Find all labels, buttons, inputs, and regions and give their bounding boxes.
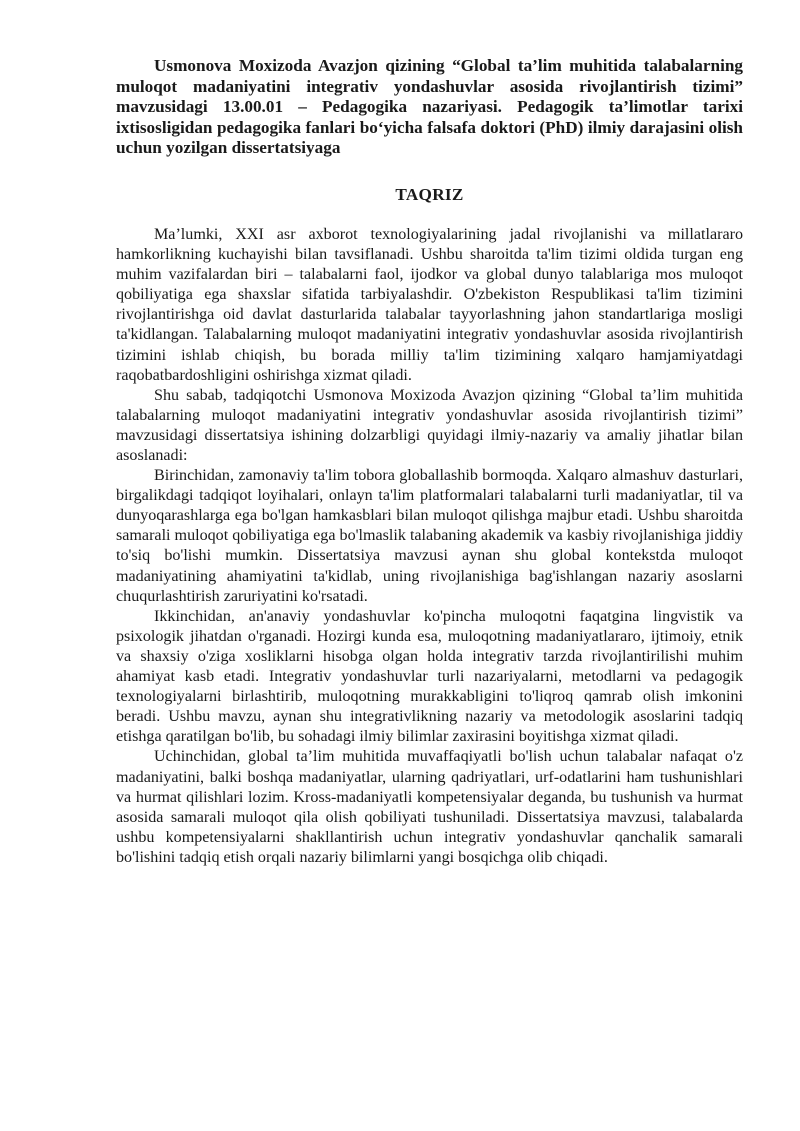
document-title: TAQRIZ	[395, 184, 464, 204]
paragraph-second: Ikkinchidan, an'anaviy yondashuvlar ko'pincha muloqotni faqatgina lingvistik va psixologik jihatdan o'rganadi. Hozirgi kunda esa, muloqotning madaniyatlararo, ijtimoiy, etnik va shaxsiy o'ziga xosliklarni hisobga olgan holda integrativ tarzda rivojlantirilishi muhim ahamiyat kasb etadi. Integrativ yondashuvlar turli nazariyalarni, metodlarni va pedagogik texnologiyalarni birlashtirib, muloqotning murakkabligini to'liqroq qamrab olish imkonini beradi. Ushbu mavzu, aynan shu integrativlikning nazariy va metodologik asoslarini tadqiq etishga qaratilgan bo'lib, bu sohadagi ilmiy bilimlar zaxirasini boyitishga xizmat qiladi.	[116, 607, 743, 746]
paragraph-third: Uchinchidan, global ta’lim muhitida muvaffaqiyatli bo'lish uchun talabalar nafaqat o'z madaniyatini, balki boshqa madaniyatlar, ularning qadriyatlari, urf-odatlarini ham tushunishlari va hurmat qilishlari lozim. Kross-madaniyatli kompetensiyalar deganda, bu tushunish va hurmat asosida samarali muloqot qila olish qobiliyati tushuniladi. Dissertatsiya mavzusi, talabalarda ushbu kompetensiyalarni shakllantirish uchun integrativ yondashuvlar qanchalik samarali bo'lishini tadqiq etish orqali nazariy bilimlarni yangi bosqichga olib chiqadi.	[116, 748, 743, 866]
document-page	[116, 56, 743, 868]
paragraph-relevance: Shu sabab, tadqiqotchi Usmonova Moxizoda Avazjon qizining “Global ta’lim muhitida talabalarning muloqot madaniyatini integrativ yondashuvlar asosida rivojlantirish tizimi” mavzusidagi dissertatsiya ishining dolzarbligi quyidagi ilmiy-nazariy va amaliy jihatlar bilan asoslanadi:	[116, 386, 743, 464]
paragraph-first: Birinchidan, zamonaviy ta'lim tobora globallashib bormoqda. Xalqaro almashuv dasturlari, birgalikdagi tadqiqot loyihalari, onlayn ta'lim platformalari talabalarni turli madaniyatlar, til va dunyoqarashlarga ega bo'lgan hamkasblari bilan muloqot qilishga majbur etadi. Ushbu sharoitda samarali muloqot qobiliyatiga ega bo'lmaslik talabaning akademik va kasbiy rivojlanishiga jiddiy to'siq bo'lishi mumkin. Dissertatsiya mavzusi aynan shu global kontekstda muloqot madaniyatining ahamiyatini ta'kidlab, uning rivojlanishiga bag'ishlangan nazariy asoslarni chuqurlashtirish zaruriyatini ko'rsatadi.	[116, 467, 743, 605]
paragraph-intro: Ma’lumki, XXI asr axborot texnologiyalarining jadal rivojlanishi va millatlararo hamkorlikning kuchayishi bilan tavsiflanadi. Ushbu sharoitda ta'lim tizimi oldida turgan eng muhim vazifalardan biri – talabalarni faol, ijodkor va global dunyo talablariga mos muloqot qobiliyatiga ega shaxslar sifatida tarbiyalashdir. O'zbekiston Respublikasi ta'lim tizimini rivojlantirishga oid davlat dasturlarida talabalar tayyorlashning jahon standartlariga mosligi ta'kidlangan. Talabalarning muloqot madaniyatini integrativ yondashuvlar asosida rivojlantirish tizimini ishlab chiqish, bu borada milliy ta'lim tizimining xalqaro hamjamiyatdagi raqobatbardoshligini oshirishga xizmat qiladi.	[116, 225, 743, 384]
document-heading: Usmonova Moxizoda Avazjon qizining “Global ta’lim muhitida talabalarning muloqot madaniyatini integrativ yondashuvlar asosida rivojlantirish tizimi” mavzusidagi 13.00.01 – Pedagogika nazariyasi. Pedagogik ta’limotlar tarixi ixtisosligidan pedagogika fanlari bo‘yicha falsafa doktori (PhD) ilmiy darajasini olish uchun yozilgan dissertatsiyaga	[116, 56, 743, 158]
